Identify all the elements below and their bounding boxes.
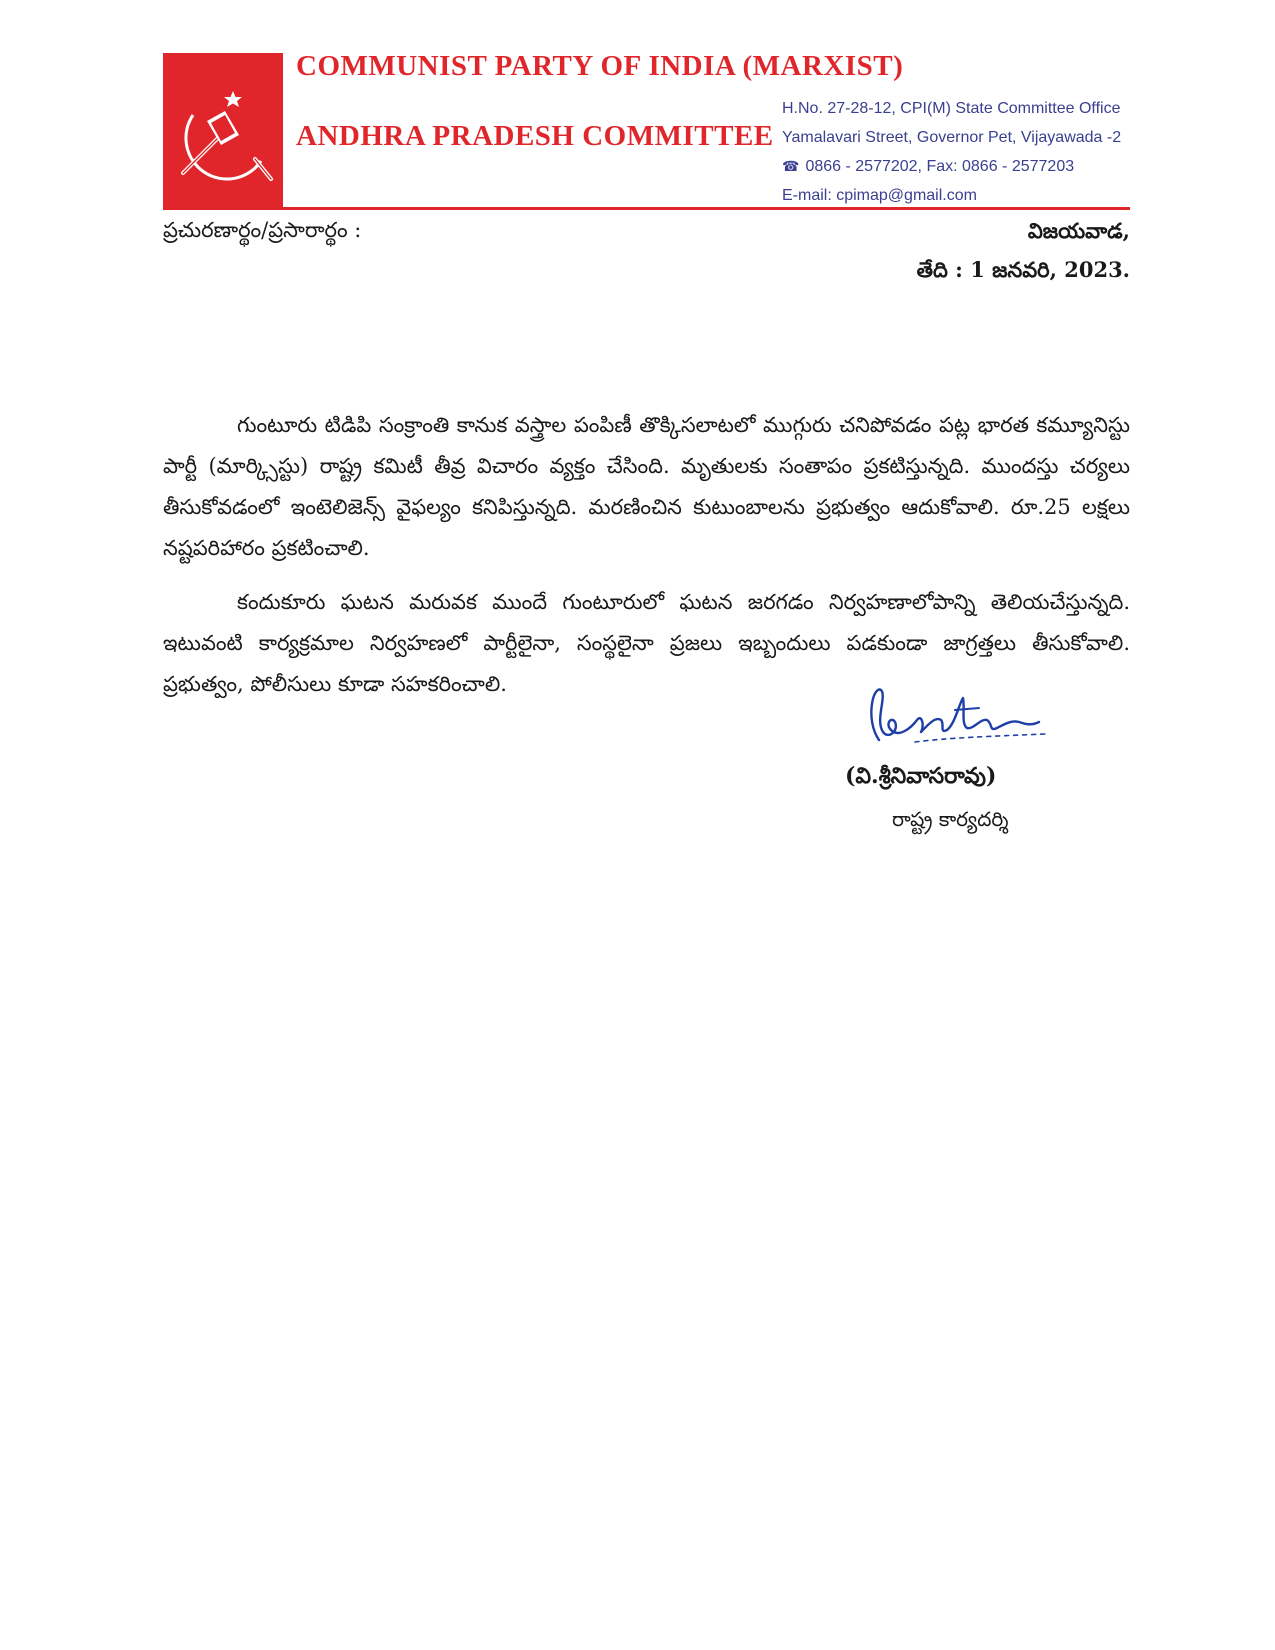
email-line: E-mail: cpimap@gmail.com	[782, 187, 977, 204]
hammer-sickle-star-icon	[163, 53, 283, 210]
signatory-name: (వి.శ్రీనివాసరావు)	[845, 763, 997, 789]
paragraph: గుంటూరు టిడిపి సంక్రాంతి కానుక వస్త్రాల పంపిణీ తొక్కిసలాటలో ముగ్గురు చనిపోవడం పట్ల భారత కమ్యూనిస్టు పార్టీ (మార్క్సిస్టు) రాష్ట్ర కమిటీ తీవ్ర విచారం వ్యక్తం చేసింది. మృతులకు సంతాపం ప్రకటిస్తున్నది. ముందస్తు చర్యలు తీసుకోవడంలో ఇంటెలిజెన్స్ వైఫల్యం కనిపిస్తున్నది. మరణించిన కుటుంబాలను ప్రభుత్వం ఆదుకోవాలి. రూ.25 లక్షలు నష్టపరిహారం ప్రకటించాలి.	[163, 413, 1130, 560]
release-date: తేది : 1 జనవరి, 2023.	[916, 257, 1130, 282]
committee-name: ANDHRA PRADESH COMMITTEE	[296, 120, 774, 152]
header-divider	[283, 207, 1130, 210]
press-release-label: ప్రచురణార్థం/ప్రసారార్థం :	[163, 218, 362, 242]
release-place: విజయవాడ,	[1027, 218, 1130, 243]
party-logo	[163, 53, 283, 210]
statement-body	[163, 405, 1130, 718]
paragraph: కందుకూరు ఘటన మరువక ముందే గుంటూరులో ఘటన జరగడం నిర్వహణాలోపాన్ని తెలియచేస్తున్నది. ఇటువంటి కార్యక్రమాల నిర్వహణలో పార్టీలైనా, సంస్థలైనా ప్రజలు ఇబ్బందులు పడకుండా జాగ్రత్తలు తీసుకోవాలి. ప్రభుత్వం, పోలీసులు కూడా సహకరించాలి.	[163, 590, 1130, 696]
signatory-title: రాష్ట్ర కార్యదర్శి	[892, 807, 1009, 831]
phone-line	[782, 152, 1121, 181]
handwritten-signature	[855, 680, 1055, 760]
office-address	[782, 94, 1121, 210]
party-name: COMMUNIST PARTY OF INDIA (MARXIST)	[296, 50, 904, 82]
address-line-1: H.No. 27-28-12, CPI(M) State Committee Office	[782, 100, 1121, 117]
telephone-icon: ☎	[782, 158, 800, 174]
phone-text: 0866 - 2577202, Fax: 0866 - 2577203	[805, 158, 1075, 175]
address-line-2: Yamalavari Street, Governor Pet, Vijayawada -2	[782, 129, 1122, 146]
